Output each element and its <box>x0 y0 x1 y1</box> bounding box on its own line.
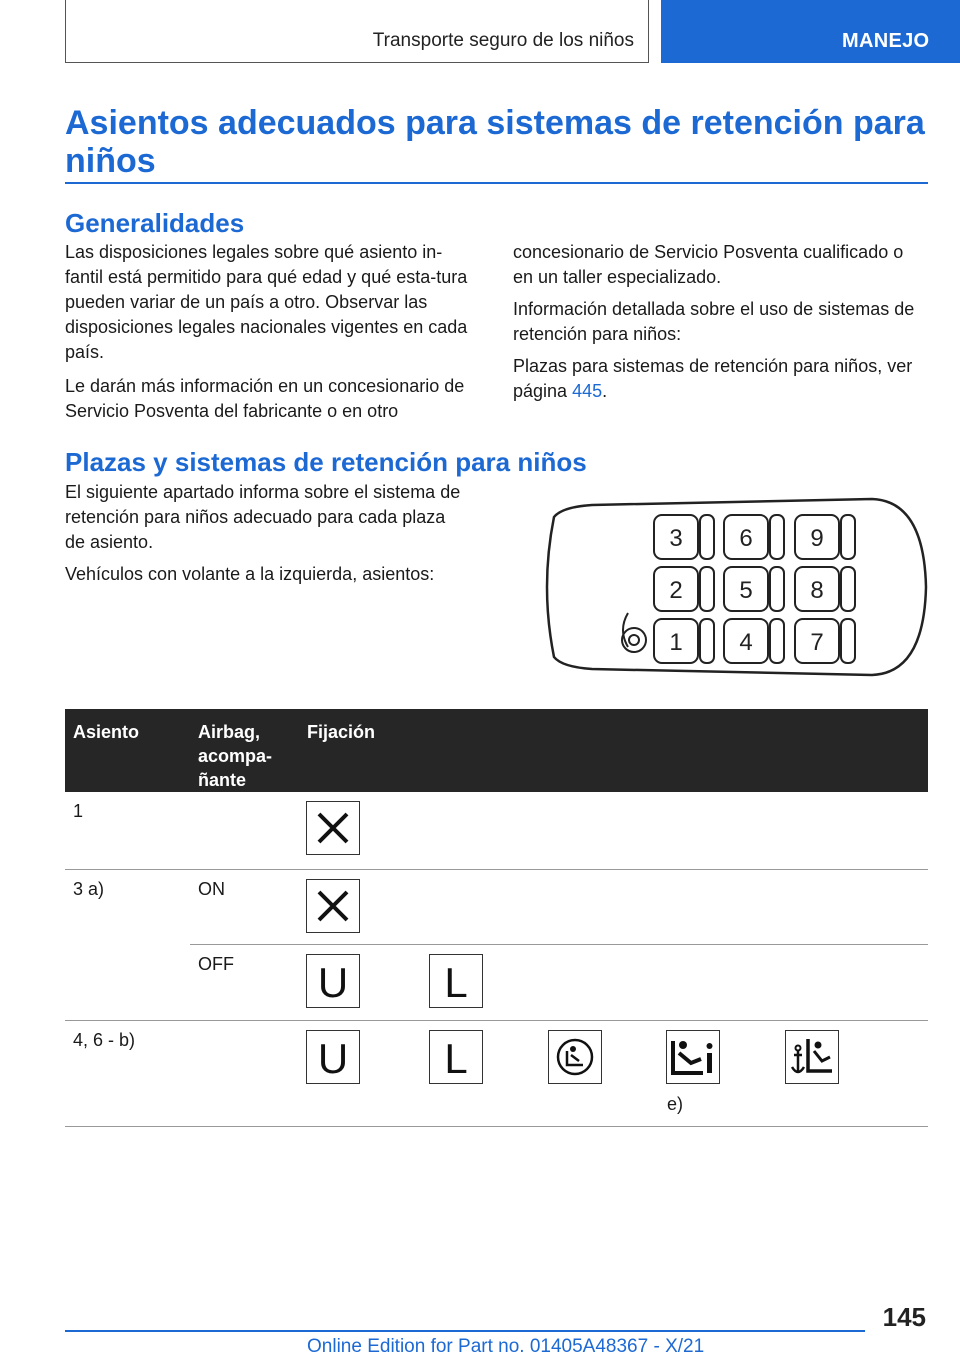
chapter-title: Transporte seguro de los niños <box>372 30 634 51</box>
l-letter: L <box>444 1034 468 1082</box>
plazas-paragraph-2: Vehículos con volante a la izquierda, asientos: <box>65 564 435 584</box>
seat-number: 9 <box>810 525 824 552</box>
header-section-tab[interactable] <box>661 0 960 63</box>
header-fixation: Fijación <box>299 709 928 792</box>
table-row <box>65 869 928 944</box>
universal-icon <box>306 1030 360 1084</box>
generalidades-paragraph-3: concesionario de Servicio Posventa cualificado o en un taller especializado. <box>513 242 904 287</box>
edition-text: Online Edition for Part no. 01405A48367 - X/21 <box>307 1336 705 1357</box>
seat-backrest <box>770 567 784 611</box>
table-row <box>65 1020 928 1126</box>
seat-number: 5 <box>739 577 753 604</box>
page-link[interactable]: 445 <box>572 381 603 401</box>
section-label: MANEJO <box>842 30 930 52</box>
header-airbag: Airbag, acompa-ñante <box>190 709 299 792</box>
l-icon <box>429 1030 483 1084</box>
airbag-cell: ON <box>190 869 299 944</box>
seat-backrest <box>700 567 714 611</box>
seat-number: 1 <box>669 629 683 656</box>
table-row <box>65 792 928 869</box>
fixation-table <box>65 709 928 1127</box>
seat-backrest <box>770 515 784 559</box>
seat-number: 7 <box>810 629 824 656</box>
header-seat: Asiento <box>65 709 190 792</box>
seat-cell: 3 a) <box>65 869 190 1020</box>
universal-letter: U <box>317 958 349 1006</box>
generalidades-paragraph-4: Información detallada sobre el uso de sistemas de retención para niños: <box>513 299 915 344</box>
seat-backrest <box>841 515 855 559</box>
airbag-cell <box>190 792 299 869</box>
seat-backrest <box>700 619 714 663</box>
not-allowed-icon <box>306 879 360 933</box>
reference-text: Plazas para sistemas de retención para niños, ver página <box>513 356 913 401</box>
seat-map-diagram <box>532 497 928 677</box>
universal-icon <box>306 954 360 1008</box>
reference-end: . <box>602 381 608 401</box>
seat-backrest <box>841 619 855 663</box>
fixation-cell <box>299 792 928 869</box>
plazas-paragraph-1: El siguiente apartado informa sobre el sistema de retención para niños adecuado para cada plaza de asiento. <box>65 482 461 552</box>
not-allowed-icon <box>306 801 360 855</box>
seat-number: 2 <box>669 577 683 604</box>
page-number: 145 <box>882 1302 926 1332</box>
footer-divider <box>65 1330 865 1332</box>
seat-number: 4 <box>739 629 753 656</box>
fixation-cell <box>299 1020 928 1126</box>
seat-backrest <box>841 567 855 611</box>
generalidades-heading: Generalidades <box>65 208 245 238</box>
footnote-e: e) <box>667 1093 684 1114</box>
i-size-icon <box>666 1030 720 1084</box>
airbag-cell <box>190 1020 299 1126</box>
seat-backrest <box>700 515 714 559</box>
seat-number: 3 <box>669 525 683 552</box>
universal-letter: U <box>317 1034 349 1082</box>
table-row <box>65 944 928 1020</box>
fixation-cell <box>299 869 928 944</box>
header-chapter-box <box>65 0 649 63</box>
seat-cell: 4, 6 - b) <box>65 1020 190 1126</box>
isofix-anchor-icon <box>785 1030 839 1084</box>
generalidades-paragraph-1: Las disposiciones legales sobre qué asiento in-fantil está permitido para qué edad y qué esta-tura pueden variar de un país a otro. Observar las disposiciones legales nacionales vigentes en cada país. <box>65 242 468 362</box>
generalidades-paragraph-2: Le darán más información en un concesionario de Servicio Posventa del fabricante o en otro <box>65 376 465 421</box>
isofix-seat-icon <box>548 1030 602 1084</box>
title-divider <box>65 182 928 184</box>
generalidades-paragraph-5 <box>513 354 928 404</box>
plazas-heading: Plazas y sistemas de retención para niños <box>65 447 587 477</box>
seat-cell: 1 <box>65 792 190 869</box>
airbag-cell: OFF <box>190 944 299 1020</box>
l-letter: L <box>444 958 468 1006</box>
page-title: Asientos adecuados para sistemas de retención para niños <box>65 104 925 180</box>
seat-backrest <box>770 619 784 663</box>
fixation-cell <box>299 944 928 1020</box>
seat-number: 6 <box>739 525 753 552</box>
seat-number: 8 <box>810 577 824 604</box>
l-icon <box>429 954 483 1008</box>
